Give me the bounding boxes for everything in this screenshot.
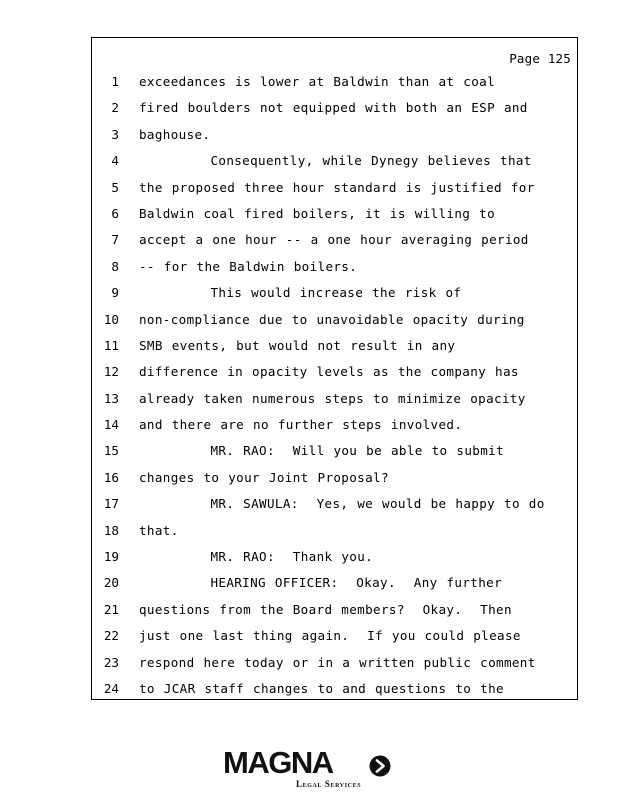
transcript-line: [92, 415, 577, 441]
line-text: the proposed three hour standard is justified for: [139, 179, 535, 195]
transcript-line: [92, 336, 577, 362]
line-number: 4: [111, 153, 119, 169]
line-number: 21: [103, 601, 119, 617]
transcript-line: [92, 151, 577, 177]
line-number: 9: [111, 285, 119, 301]
transcript-line: [92, 283, 577, 309]
line-text: Baldwin coal fired boilers, it is willing to: [139, 205, 496, 221]
transcript-line: [92, 679, 577, 705]
transcript-line: [92, 178, 577, 204]
line-text: baghouse.: [139, 126, 211, 142]
transcript-line: [92, 204, 577, 230]
line-number: 1: [111, 74, 119, 89]
line-number: 15: [103, 443, 119, 459]
line-number: 7: [111, 232, 119, 248]
magna-logo: [223, 746, 395, 792]
transcript-line: [92, 98, 577, 124]
line-number: 12: [103, 364, 119, 380]
transcript-line: [92, 468, 577, 494]
line-text: HEARING OFFICER: Okay. Any further: [139, 575, 503, 591]
transcript-line: [92, 125, 577, 151]
line-number: 18: [103, 522, 119, 538]
transcript-page: [91, 37, 578, 700]
transcript-line: [92, 441, 577, 467]
transcript-line: [92, 310, 577, 336]
line-text: fired boulders not equipped with both an ESP and: [139, 100, 528, 116]
line-number: 14: [103, 417, 119, 433]
logo-tagline: Legal Services: [296, 779, 362, 789]
line-text: -- for the Baldwin boilers.: [139, 258, 358, 274]
line-text: Consequently, while Dynegy believes that: [139, 153, 532, 169]
line-number: 8: [111, 258, 119, 274]
chevron-circle-icon: [369, 755, 391, 777]
line-text: already taken numerous steps to minimize opacity: [139, 390, 526, 406]
transcript-line: [92, 389, 577, 415]
line-number: 13: [103, 390, 119, 406]
line-text: non-compliance due to unavoidable opacity during: [139, 311, 525, 327]
transcript-line: [92, 573, 577, 599]
transcript-line: [92, 257, 577, 283]
line-number: 5: [111, 179, 119, 195]
line-number: 11: [103, 337, 119, 353]
transcript-line: [92, 653, 577, 679]
page-number: Page 125: [509, 51, 571, 66]
line-text: MR. RAO: Thank you.: [139, 549, 374, 565]
line-number: 19: [103, 549, 119, 565]
line-text: just one last thing again. If you could please: [139, 628, 521, 644]
line-number: 2: [111, 100, 119, 116]
line-number: 24: [103, 680, 119, 696]
line-text: that.: [139, 522, 179, 538]
transcript-line: [92, 547, 577, 573]
transcript-line: [92, 600, 577, 626]
line-number: 16: [103, 469, 119, 485]
line-number: 23: [103, 654, 119, 670]
line-text: This would increase the risk of: [139, 285, 462, 301]
line-number: 6: [111, 205, 119, 221]
line-text: respond here today or in a written public comment: [139, 654, 536, 670]
transcript-line: [92, 72, 577, 98]
transcript-line: [92, 521, 577, 547]
transcript-line: [92, 230, 577, 256]
logo-wordmark: MAGNA: [223, 745, 333, 780]
line-number: 17: [103, 496, 119, 512]
line-text: MR. SAWULA: Yes, we would be happy to do: [139, 496, 545, 512]
line-number: 3: [111, 126, 119, 142]
line-text: SMB events, but would not result in any: [139, 337, 456, 353]
transcript-lines: [92, 72, 577, 705]
line-text: exceedances is lower at Baldwin than at coal: [139, 74, 496, 89]
line-text: to JCAR staff changes to and questions to the: [139, 680, 504, 696]
line-text: MR. RAO: Will you be able to submit: [139, 443, 505, 459]
line-number: 20: [103, 575, 119, 591]
line-text: difference in opacity levels as the company has: [139, 364, 519, 380]
line-number: 22: [103, 628, 119, 644]
line-text: questions from the Board members? Okay. Then: [139, 601, 512, 617]
transcript-line: [92, 494, 577, 520]
line-text: changes to your Joint Proposal?: [139, 469, 389, 485]
transcript-line: [92, 626, 577, 652]
transcript-line: [92, 362, 577, 388]
line-text: and there are no further steps involved.: [139, 417, 463, 433]
line-text: accept a one hour -- a one hour averaging period: [139, 232, 529, 248]
line-number: 10: [103, 311, 119, 327]
